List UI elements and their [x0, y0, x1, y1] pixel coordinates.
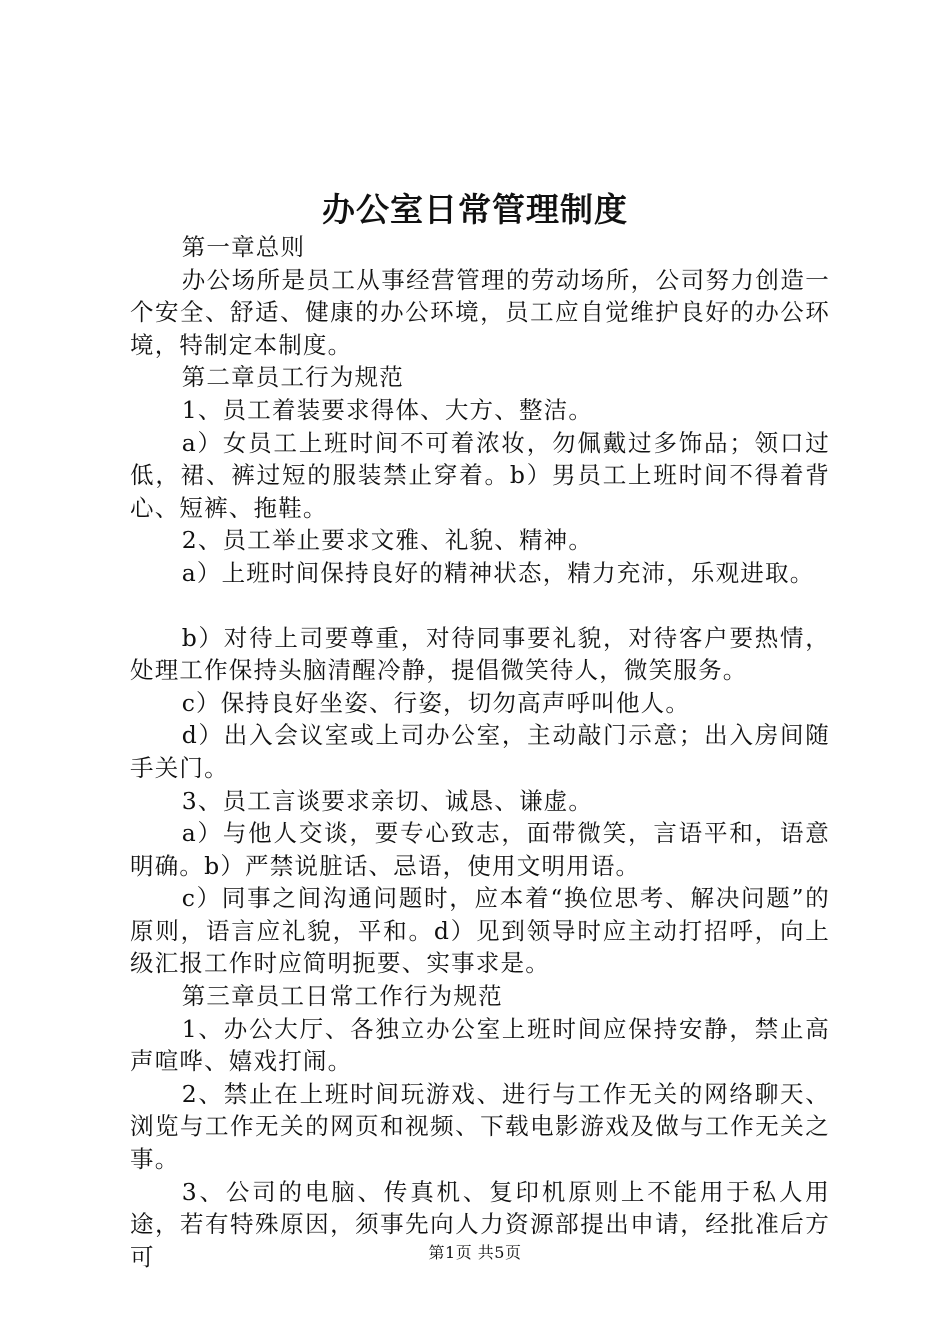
body-paragraph: a）女员工上班时间不可着浓妆，勿佩戴过多饰品；领口过低，裙、裤过短的服装禁止穿着。b）男员工上班时间不得着背心、短裤、拖鞋。: [130, 428, 830, 522]
body-paragraph: 3、员工言谈要求亲切、诚恳、谦虚。: [181, 786, 594, 815]
body-paragraph: c）保持良好坐姿、行姿，切勿高声呼叫他人。: [181, 688, 691, 717]
body-paragraph: a）与他人交谈，要专心致志，面带微笑，言语平和，语意明确。b）严禁说脏话、忌语，使用文明用语。: [130, 819, 830, 880]
body-paragraph: 1、员工着装要求得体、大方、整洁。: [181, 395, 594, 424]
page-footer: 第1页 共5页: [428, 1243, 522, 1262]
chapter-heading: 第三章员工日常工作行为规范: [181, 982, 503, 1011]
body-paragraph: 3、公司的电脑、传真机、复印机原则上不能用于私人用途，若有特殊原因，须事先向人力资源部提出申请，经批准后方可: [130, 1177, 830, 1271]
body-paragraph: 2、员工举止要求文雅、礼貌、精神。: [181, 526, 594, 555]
body-paragraph: 办公场所是员工从事经营管理的劳动场所，公司努力创造一个安全、舒适、健康的办公环境，员工应自觉维护良好的办公环境，特制定本制度。: [130, 265, 830, 359]
document-title: 办公室日常管理制度: [322, 190, 628, 229]
body-paragraph: d）出入会议室或上司办公室，主动敲门示意；出入房间随手关门。: [130, 721, 830, 782]
body-paragraph: a）上班时间保持良好的精神状态，精力充沛，乐观进取。: [181, 558, 815, 587]
chapter-heading: 第一章总则: [181, 233, 306, 261]
chapter-heading: 第二章员工行为规范: [181, 363, 404, 392]
body-paragraph: 2、禁止在上班时间玩游戏、进行与工作无关的网络聊天、浏览与工作无关的网页和视频、下载电影游戏及做与工作无关之事。: [130, 1079, 830, 1174]
body-paragraph: c）同事之间沟通问题时，应本着“换位思考、解决问题”的原则，语言应礼貌，平和。d）见到领导时应主动打招呼，向上级汇报工作时应简明扼要、实事求是。: [130, 884, 830, 978]
body-paragraph: 1、办公大厅、各独立办公室上班时间应保持安静，禁止高声喧哗、嬉戏打闹。: [130, 1014, 830, 1076]
document-body: [130, 231, 830, 1273]
body-paragraph: b）对待上司要尊重，对待同事要礼貌，对待客户要热情，处理工作保持头脑清醒冷静，提倡微笑待人，微笑服务。: [130, 623, 830, 685]
